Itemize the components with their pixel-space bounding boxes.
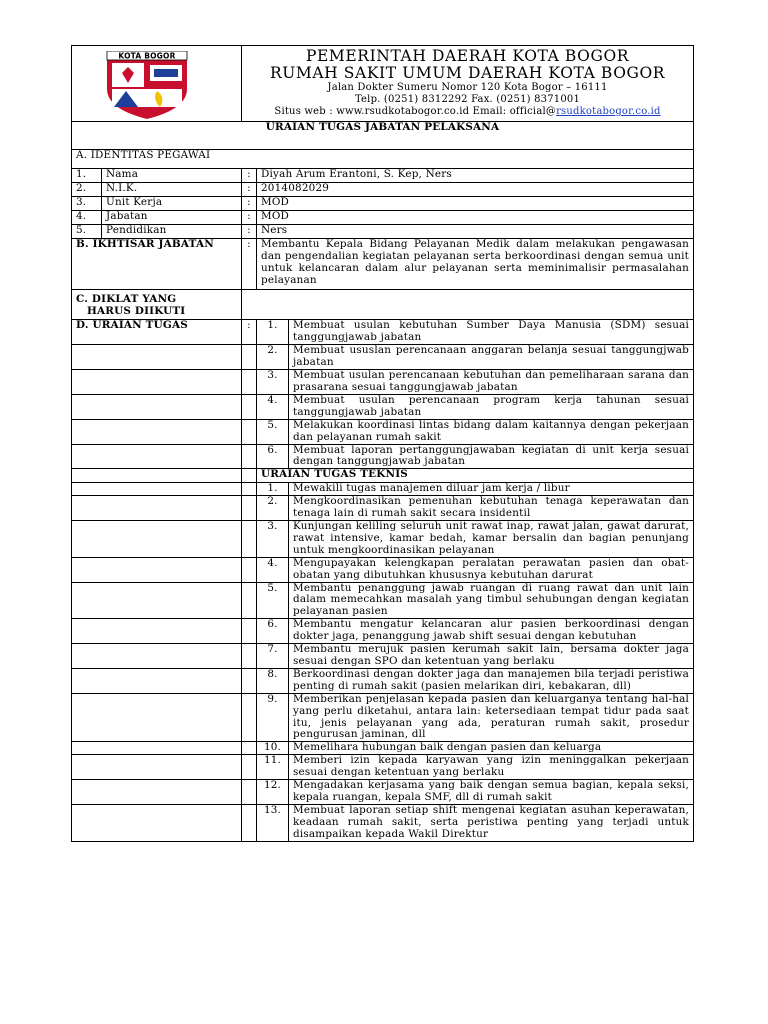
task-no: 3. [257, 370, 289, 395]
empty-cell [242, 644, 257, 669]
identity-colon: : [242, 169, 257, 183]
identity-row [72, 197, 694, 211]
identity-value: MOD [257, 211, 694, 225]
identity-value: MOD [257, 197, 694, 211]
city-logo [72, 46, 242, 122]
teknis-text: Mengupayakan kelengkapan peralatan perawatan pasien dan obat-obatan yang dibutuhkan khususnya kebutuhan darurat [289, 557, 694, 582]
task-text: Membuat ususlan perencanaan anggaran belanja sesuai tanggungjwab jabatan [289, 345, 694, 370]
task-text: Membuat usulan perencanaan program kerja tahunan sesuai tanggungjawab jabatan [289, 394, 694, 419]
empty-cell [72, 370, 242, 395]
identity-value: Ners [257, 225, 694, 239]
teknis-row [72, 557, 694, 582]
identity-row [72, 169, 694, 183]
teknis-no: 8. [257, 668, 289, 693]
ikhtisar-text: Membantu Kepala Bidang Pelayanan Medik dalam melakukan pengawasan dan pengendalian kegiatan pelayanan serta berkoordinasi dengan semua unit untuk kelancaran dalam alur pelayanan serta meminimalisir permasalahan pelayanan [257, 239, 694, 290]
teknis-row [72, 742, 694, 755]
ikhtisar-label: B. IKHTISAR JABATAN [72, 239, 242, 290]
empty-cell [242, 521, 257, 558]
task-no: 1. [257, 320, 289, 345]
empty-cell [242, 804, 257, 841]
teknis-heading-row [72, 469, 694, 483]
empty-cell [242, 780, 257, 805]
diklat-label-line2: HARUS DIIKUTI [87, 304, 186, 317]
teknis-no: 4. [257, 557, 289, 582]
empty-cell [72, 755, 242, 780]
empty-cell [72, 804, 242, 841]
task-no: 4. [257, 394, 289, 419]
empty-cell [242, 755, 257, 780]
teknis-text: Membantu mengatur kelancaran alur pasien berkoordinasi dengan dokter jaga, penanggung jawab shift sesuai dengan kebutuhan [289, 619, 694, 644]
empty-cell [242, 693, 257, 742]
identity-no: 3. [72, 197, 102, 211]
org-line-2: RUMAH SAKIT UMUM DAERAH KOTA BOGOR [269, 64, 666, 82]
empty-cell [242, 496, 257, 521]
uraian-label: D. URAIAN TUGAS [72, 320, 242, 345]
teknis-row [72, 755, 694, 780]
teknis-row [72, 496, 694, 521]
diklat-label [72, 289, 242, 320]
empty-cell [72, 345, 242, 370]
empty-cell [72, 619, 242, 644]
task-row [72, 444, 694, 469]
identity-no: 2. [72, 183, 102, 197]
identity-heading: A. IDENTITAS PEGAWAI [72, 150, 694, 169]
empty-cell [72, 644, 242, 669]
diklat-label-line1: C. DIKLAT YANG [76, 292, 177, 305]
identity-label: Nama [102, 169, 242, 183]
empty-cell [72, 394, 242, 419]
teknis-row [72, 619, 694, 644]
teknis-row [72, 521, 694, 558]
identity-label: Pendidikan [102, 225, 242, 239]
empty-cell [72, 693, 242, 742]
identity-colon: : [242, 225, 257, 239]
empty-cell [242, 444, 257, 469]
job-description-table [71, 45, 694, 842]
task-text: Membuat usulan kebutuhan Sumber Daya Manusia (SDM) sesuai tanggungjawab jabatan [289, 320, 694, 345]
empty-cell [242, 419, 257, 444]
task-row [72, 320, 694, 345]
teknis-row [72, 668, 694, 693]
teknis-text: Memberi izin kepada karyawan yang izin meninggalkan pekerjaan sesuai dengan ketentuan yang berlaku [289, 755, 694, 780]
org-web-prefix: Situs web : www.rsudkotabogor.co.id Email: official@ [274, 106, 557, 117]
teknis-no: 7. [257, 644, 289, 669]
document [71, 45, 693, 842]
teknis-text: Memelihara hubungan baik dengan pasien dan keluarga [289, 742, 694, 755]
identity-heading-row [72, 150, 694, 169]
teknis-no: 1. [257, 483, 289, 496]
teknis-row [72, 780, 694, 805]
empty-cell [242, 619, 257, 644]
identity-no: 5. [72, 225, 102, 239]
diklat-row [72, 289, 694, 320]
empty-cell [72, 557, 242, 582]
empty-cell [242, 557, 257, 582]
org-line-1: PEMERINTAH DAERAH KOTA BOGOR [305, 47, 630, 65]
empty-cell [242, 582, 257, 619]
teknis-no: 2. [257, 496, 289, 521]
identity-label: Unit Kerja [102, 197, 242, 211]
teknis-row [72, 644, 694, 669]
empty-cell [72, 742, 242, 755]
ikhtisar-colon: : [242, 239, 257, 290]
task-no: 5. [257, 419, 289, 444]
identity-label: N.I.K. [102, 183, 242, 197]
empty-cell [72, 668, 242, 693]
empty-cell [242, 345, 257, 370]
empty-cell [72, 483, 242, 496]
header-row [72, 46, 694, 122]
teknis-text: Membuat laporan setiap shift mengenai kegiatan asuhan keperawatan, keadaan rumah sakit, serta peristiwa penting yang terjadi untuk disampaikan kepada Wakil Direktur [289, 804, 694, 841]
org-web [246, 106, 689, 118]
identity-label: Jabatan [102, 211, 242, 225]
teknis-heading: URAIAN TUGAS TEKNIS [257, 469, 694, 483]
logo-text: KOTA BOGOR [118, 51, 176, 61]
task-no: 6. [257, 444, 289, 469]
diklat-value [242, 289, 694, 320]
task-row [72, 345, 694, 370]
teknis-row [72, 582, 694, 619]
task-row [72, 370, 694, 395]
teknis-row [72, 804, 694, 841]
teknis-row [72, 483, 694, 496]
empty-cell [72, 582, 242, 619]
ikhtisar-row [72, 239, 694, 290]
teknis-no: 5. [257, 582, 289, 619]
task-row [72, 394, 694, 419]
identity-row [72, 211, 694, 225]
teknis-no: 10. [257, 742, 289, 755]
teknis-text: Mewakili tugas manajemen diluar jam kerja / libur [289, 483, 694, 496]
uraian-colon: : [242, 320, 257, 345]
empty-cell [242, 483, 257, 496]
doc-title: URAIAN TUGAS JABATAN PELAKSANA [72, 122, 694, 150]
empty-cell [72, 444, 242, 469]
identity-no: 4. [72, 211, 102, 225]
task-text: Membuat laporan pertanggungjawaban kegiatan di unit kerja sesuai dengan tanggungjawab jabatan [289, 444, 694, 469]
identity-colon: : [242, 211, 257, 225]
org-phone: Telp. (0251) 8312292 Fax. (0251) 8371001 [354, 94, 581, 105]
empty-cell [242, 668, 257, 693]
title-row [72, 122, 694, 150]
identity-row [72, 225, 694, 239]
empty-cell [72, 780, 242, 805]
teknis-no: 12. [257, 780, 289, 805]
identity-colon: : [242, 197, 257, 211]
empty-cell [72, 521, 242, 558]
teknis-no: 6. [257, 619, 289, 644]
identity-colon: : [242, 183, 257, 197]
empty-cell [242, 742, 257, 755]
teknis-no: 3. [257, 521, 289, 558]
identity-value: Diyah Arum Erantoni, S. Kep, Ners [257, 169, 694, 183]
task-row [72, 419, 694, 444]
task-no: 2. [257, 345, 289, 370]
teknis-text: Mengadakan kerjasama yang baik dengan semua bagian, kepala seksi, kepala ruangan, kepala SMF, dll di rumah sakit [289, 780, 694, 805]
teknis-no: 11. [257, 755, 289, 780]
empty-cell [242, 370, 257, 395]
org-address: Jalan Dokter Sumeru Nomor 120 Kota Bogor – 16111 [327, 82, 608, 93]
teknis-no: 13. [257, 804, 289, 841]
empty-cell [242, 469, 257, 483]
empty-cell [72, 419, 242, 444]
task-text: Melakukan koordinasi lintas bidang dalam kaitannya dengan pekerjaan dan pelayanan rumah sakit [289, 419, 694, 444]
teknis-text: Berkoordinasi dengan dokter jaga dan manajemen bila terjadi peristiwa penting di rumah sakit (pasien melarikan diri, kebakaran, dll) [289, 668, 694, 693]
empty-cell [72, 496, 242, 521]
task-text: Membuat usulan perencanaan kebutuhan dan pemeliharaan sarana dan prasarana sesuai tanggungjawab jabatan [289, 370, 694, 395]
empty-cell [72, 469, 242, 483]
identity-no: 1. [72, 169, 102, 183]
empty-cell [242, 394, 257, 419]
teknis-text: Memberikan penjelasan kepada pasien dan keluarganya tentang hal-hal yang perlu diketahui, antara lain: ketersediaan tempat tidur pada saat itu, jenis pelayanan yang ada, peraturan rumah sakit, prosedur pengurusan jaminan, dll [289, 693, 694, 742]
identity-row [72, 183, 694, 197]
organization-info [242, 46, 694, 122]
city-emblem-icon [102, 51, 192, 119]
teknis-text: Mengkoordinasikan pemenuhan kebutuhan tenaga keperawatan dan tenaga lain di rumah sakit secara insidentil [289, 496, 694, 521]
teknis-text: Membantu penanggung jawab ruangan di ruang rawat dan unit lain dalam memecahkan masalah yang timbul sehubungan dengan kegiatan pelayanan pasien [289, 582, 694, 619]
teknis-text: Membantu merujuk pasien kerumah sakit lain, bersama dokter jaga sesuai dengan SPO dan ketentuan yang berlaku [289, 644, 694, 669]
teknis-no: 9. [257, 693, 289, 742]
identity-value: 2014082029 [257, 183, 694, 197]
teknis-row [72, 693, 694, 742]
org-web-link[interactable]: rsudkotabogor.co.id [556, 106, 661, 117]
teknis-text: Kunjungan keliling seluruh unit rawat inap, rawat jalan, gawat darurat, rawat intensive, kamar bedah, kamar bersalin dan bagian penunjang untuk mengkoordinasikan pelayanan [289, 521, 694, 558]
